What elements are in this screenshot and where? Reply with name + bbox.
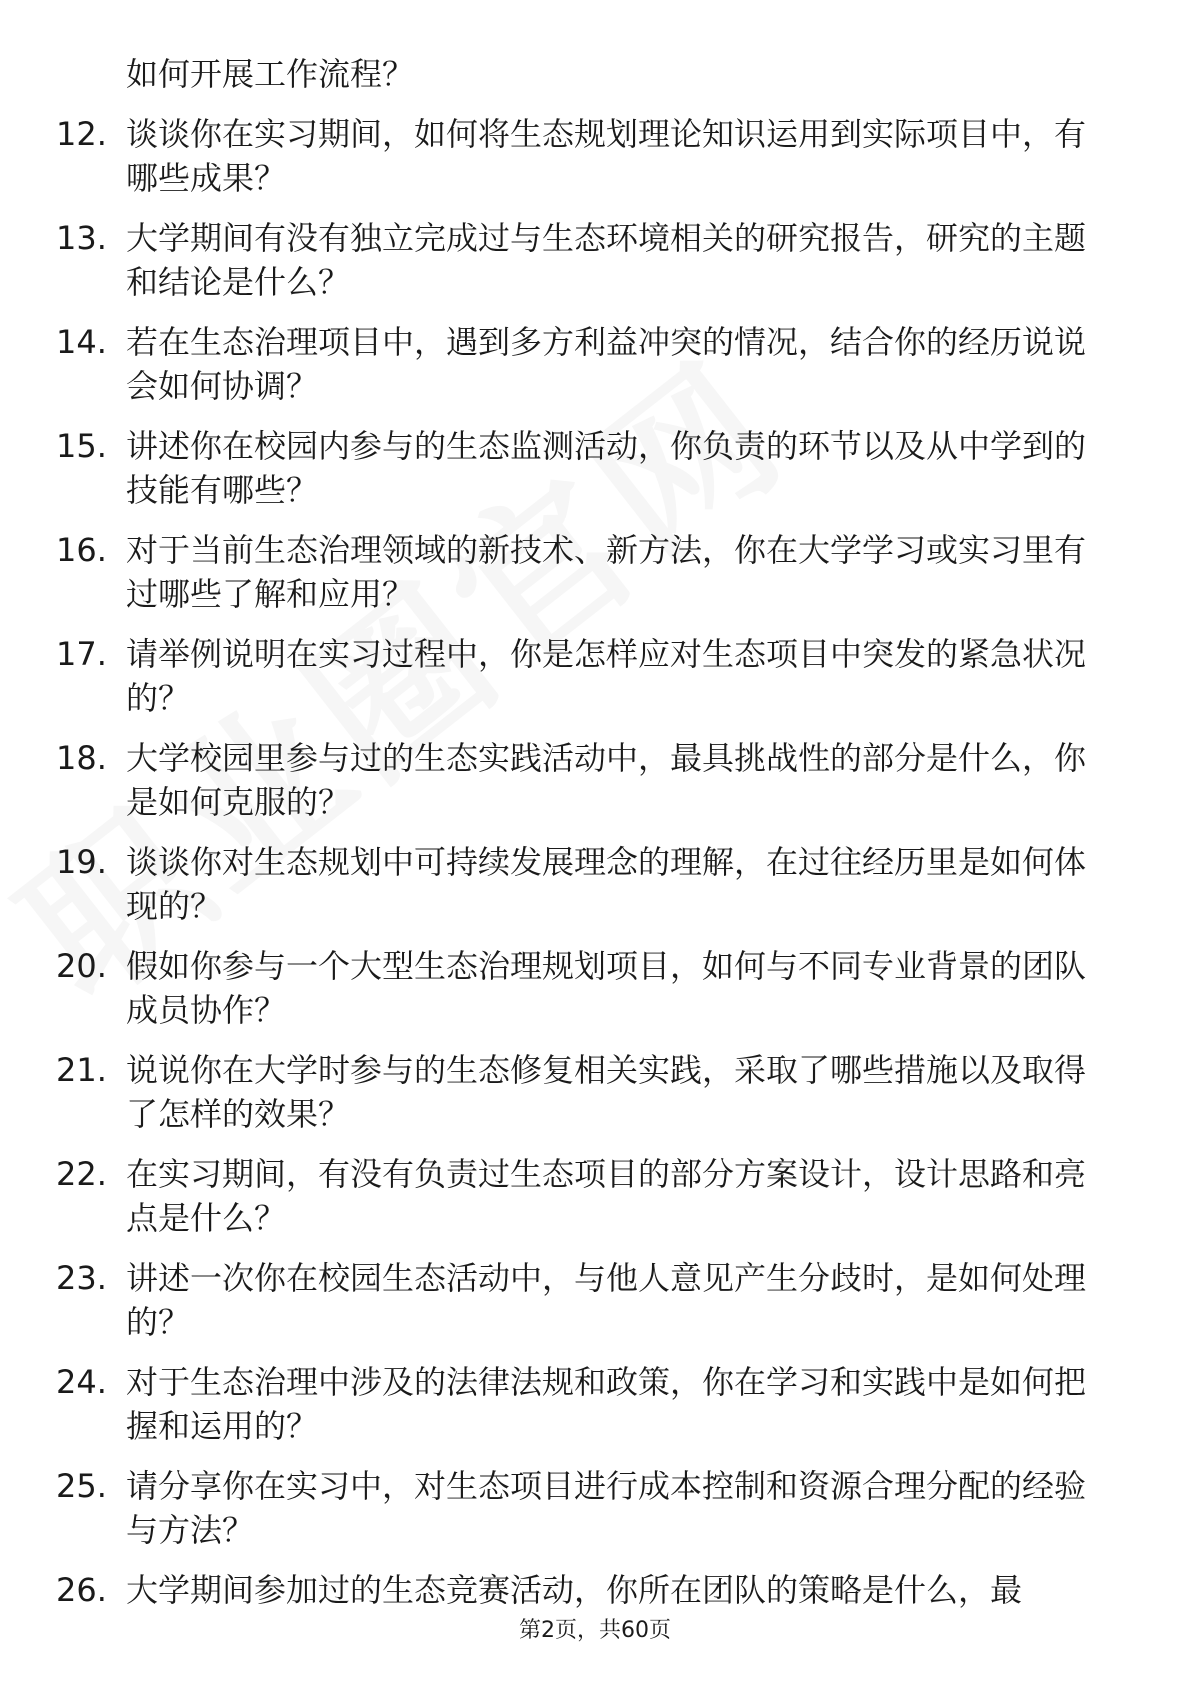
question-text: 大学校园里参与过的生态实践活动中，最具挑战性的部分是什么，你是如何克服的？ <box>126 739 1087 821</box>
question-item <box>0 112 1190 216</box>
question-text: 大学期间参加过的生态竞赛活动，你所在团队的策略是什么，最 <box>126 1571 1023 1609</box>
question-item <box>0 1464 1190 1568</box>
question-item <box>0 1152 1190 1256</box>
question-item <box>0 216 1190 320</box>
question-number: 12. <box>56 115 107 153</box>
question-number: 24. <box>56 1363 107 1401</box>
question-text: 在实习期间，有没有负责过生态项目的部分方案设计，设计思路和亮点是什么？ <box>126 1155 1087 1237</box>
question-item <box>0 736 1190 840</box>
question-number: 20. <box>56 947 107 985</box>
question-number: 18. <box>56 739 107 777</box>
question-number: 19. <box>56 843 107 881</box>
question-text: 谈谈你在实习期间，如何将生态规划理论知识运用到实际项目中，有哪些成果？ <box>126 115 1087 197</box>
question-number: 16. <box>56 531 107 569</box>
question-text: 谈谈你对生态规划中可持续发展理念的理解，在过往经历里是如何体现的？ <box>126 843 1087 925</box>
question-number: 13. <box>56 219 107 257</box>
question-item <box>0 1360 1190 1464</box>
question-list <box>0 112 1190 1628</box>
question-number: 15. <box>56 427 107 465</box>
question-text: 对于当前生态治理领域的新技术、新方法，你在大学学习或实习里有过哪些了解和应用？ <box>126 531 1087 613</box>
question-text: 假如你参与一个大型生态治理规划项目，如何与不同专业背景的团队成员协作？ <box>126 947 1087 1029</box>
question-number: 23. <box>56 1259 107 1297</box>
question-text: 若在生态治理项目中，遇到多方利益冲突的情况，结合你的经历说说会如何协调？ <box>126 323 1087 405</box>
question-item <box>0 528 1190 632</box>
question-text: 请举例说明在实习过程中，你是怎样应对生态项目中突发的紧急状况的？ <box>126 635 1087 717</box>
question-number: 14. <box>56 323 107 361</box>
question-item <box>0 424 1190 528</box>
question-text: 讲述一次你在校园生态活动中，与他人意见产生分歧时，是如何处理的？ <box>126 1259 1087 1341</box>
question-number: 22. <box>56 1155 107 1193</box>
question-text: 对于生态治理中涉及的法律法规和政策，你在学习和实践中是如何把握和运用的？ <box>126 1363 1087 1445</box>
question-number: 21. <box>56 1051 107 1089</box>
question-item <box>0 1256 1190 1360</box>
question-number: 25. <box>56 1467 107 1505</box>
page-footer: 第2页，共60页 <box>519 1618 671 1643</box>
question-text: 说说你在大学时参与的生态修复相关实践，采取了哪些措施以及取得了怎样的效果？ <box>126 1051 1087 1133</box>
continuation-text: 如何开展工作流程？ <box>126 55 415 93</box>
question-item <box>0 840 1190 944</box>
question-item <box>0 1048 1190 1152</box>
question-text: 大学期间有没有独立完成过与生态环境相关的研究报告，研究的主题和结论是什么？ <box>126 219 1087 301</box>
question-number: 17. <box>56 635 107 673</box>
question-text: 请分享你在实习中，对生态项目进行成本控制和资源合理分配的经验与方法？ <box>126 1467 1087 1549</box>
question-text: 讲述你在校园内参与的生态监测活动，你负责的环节以及从中学到的技能有哪些？ <box>126 427 1087 509</box>
question-item <box>0 944 1190 1048</box>
question-item <box>0 320 1190 424</box>
question-number: 26. <box>56 1571 107 1609</box>
question-item <box>0 632 1190 736</box>
